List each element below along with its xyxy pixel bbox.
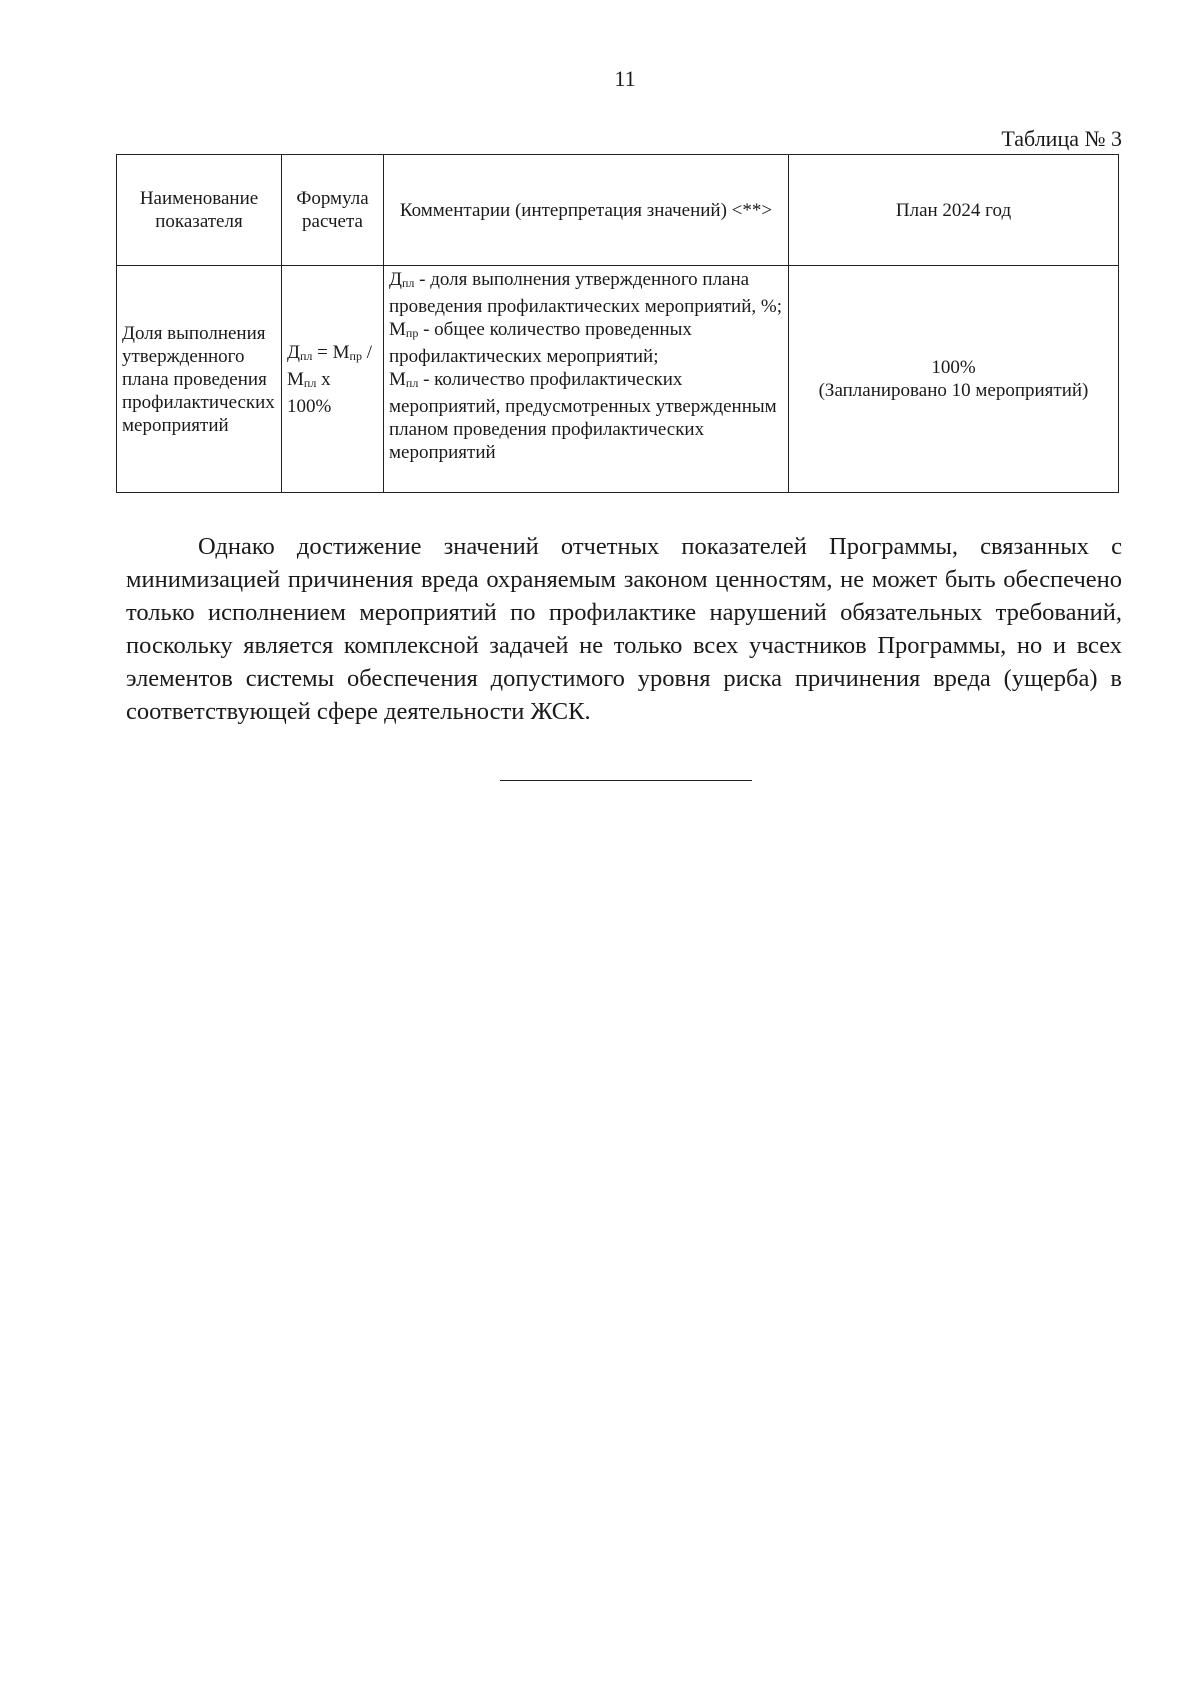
header-indicator-name: Наименование показателя [117, 155, 282, 266]
comment-text: - доля выполнения утвержденного плана проведения профилактических мероприятий, %; [389, 269, 782, 317]
formula-cell [282, 266, 384, 493]
comment-symbol: М [389, 369, 406, 390]
comment-symbol: М [389, 319, 406, 340]
indicators-table [116, 154, 1119, 493]
formula-m1-sub: пр [349, 348, 362, 363]
formula-m1: М [332, 341, 350, 363]
comment-text: - количество профилактических мероприятий, предусмотренных утвержденным планом проведения профилактических мероприятий [389, 369, 777, 463]
comment-line-d [389, 268, 783, 318]
header-comments: Комментарии (интерпретация значений) <**> [384, 155, 789, 266]
formula-eq: = [312, 341, 333, 363]
comment-text: - общее количество проведенных профилактических мероприятий; [389, 319, 692, 367]
header-formula: Формула расчета [282, 155, 384, 266]
table-row [117, 266, 1119, 493]
formula-d-sub: пл [299, 348, 313, 363]
plan-cell [789, 266, 1119, 493]
formula-d: Д [287, 341, 300, 363]
header-plan: План 2024 год [789, 155, 1119, 266]
end-divider [500, 780, 752, 781]
formula-m2: М [287, 368, 304, 390]
table-label: Таблица № 3 [1001, 126, 1122, 151]
table-header-row [117, 155, 1119, 266]
formula-div: / [361, 341, 372, 363]
formula-tail: x 100% [287, 368, 332, 417]
plan-note: (Запланировано 10 мероприятий) [818, 380, 1089, 401]
plan-value: 100% [931, 357, 976, 378]
comment-line-m-pl [389, 368, 783, 464]
comment-symbol-sub: пр [405, 326, 419, 340]
comment-symbol-sub: пл [405, 376, 419, 390]
indicator-name-cell: Доля выполнения утвержденного плана проведения профилактических мероприятий [117, 266, 282, 493]
formula-m2-sub: пл [303, 375, 317, 390]
comment-symbol: Д [389, 269, 402, 290]
comment-symbol-sub: пл [401, 276, 415, 290]
body-paragraph: Однако достижение значений отчетных показателей Программы, связанных с минимизацией причинения вреда охраняемым законом ценностям, не может быть обеспечено только исполнением мероприятий по профилактике нарушений обязательных требований, поскольку является комплексной задачей не только всех участников Программы, но и всех элементов системы обеспечения допустимого уровня риска причинения вреда (ущерба) в соответствующей сфере деятельности ЖСК. [126, 533, 1122, 725]
page-number: 11 [614, 66, 636, 91]
comment-line-m-pr [389, 318, 783, 368]
comments-cell [384, 266, 789, 493]
